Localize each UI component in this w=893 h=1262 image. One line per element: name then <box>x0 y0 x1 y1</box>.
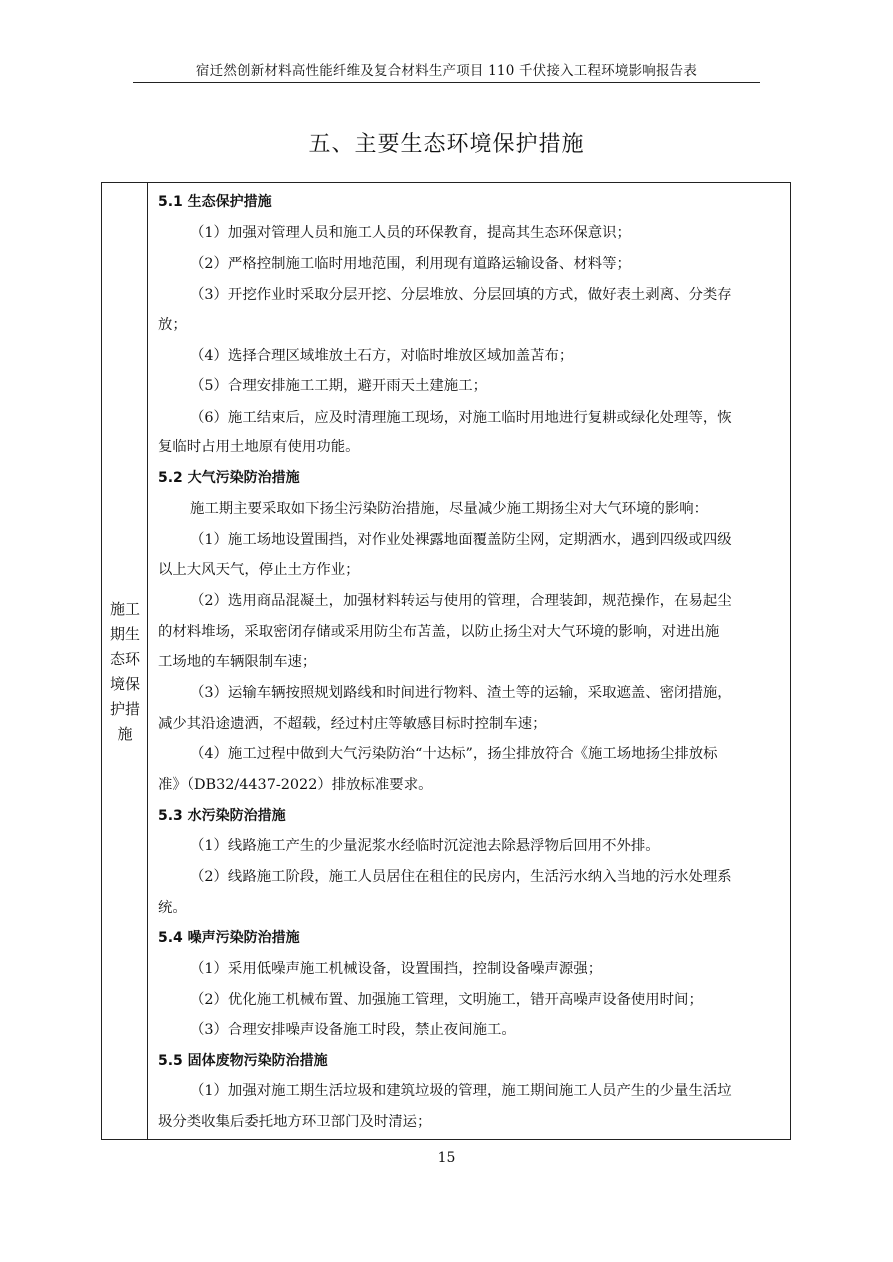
text-line: （3）合理安排噪声设备施工时段，禁止夜间施工。 <box>190 1022 516 1038</box>
category-label: 施工期生态环境保护措施 <box>109 600 140 743</box>
category-column <box>102 183 148 1139</box>
text-line: 圾分类收集后委托地方环卫部门及时清运； <box>158 1114 432 1130</box>
text-line: （4）施工过程中做到大气污染防治“十达标”，扬尘排放符合《施工场地扬尘排放标 <box>190 746 718 762</box>
text-line: （1）施工场地设置围挡，对作业处裸露地面覆盖防尘网，定期洒水，遇到四级或四级 <box>190 532 732 548</box>
section-title: 五、主要生态环境保护措施 <box>308 132 585 157</box>
text-line: （1）加强对管理人员和施工人员的环保教育，提高其生态环保意识； <box>190 225 631 241</box>
text-line: （3）开挖作业时采取分层开挖、分层堆放、分层回填的方式，做好表土剥离、分类存 <box>190 287 732 303</box>
text-line: （4）选择合理区域堆放土石方，对临时堆放区域加盖苫布； <box>190 348 574 364</box>
text-line: （1）线路施工产生的少量泥浆水经临时沉淀池去除悬浮物后回用不外排。 <box>190 838 660 854</box>
text-line: 减少其沿途遗洒，不超载，经过村庄等敏感目标时控制车速； <box>158 716 547 732</box>
text-line: 工场地的车辆限制车速； <box>158 654 317 670</box>
heading-5-1: 5.1 生态保护措施 <box>158 194 272 210</box>
heading-5-5: 5.5 固体废物污染防治措施 <box>158 1053 328 1069</box>
text-line: （2）线路施工阶段，施工人员居住在租住的民房内，生活污水纳入当地的污水处理系 <box>190 869 732 885</box>
text-line: 复临时占用土地原有使用功能。 <box>158 439 360 455</box>
text-line: （2）严格控制施工临时用地范围，利用现有道路运输设备、材料等； <box>190 256 631 272</box>
page-number: 15 <box>437 1150 456 1166</box>
text-line: 统。 <box>158 900 187 916</box>
text-line: 施工期主要采取如下扬尘污染防治措施，尽量减少施工期扬尘对大气环境的影响： <box>190 501 709 517</box>
heading-5-4: 5.4 噪声污染防治措施 <box>158 930 300 946</box>
text-line: 的材料堆场，采取密闭存储或采用防尘布苫盖，以防止扬尘对大气环境的影响，对进出施 <box>158 624 720 640</box>
text-line: 准》（DB32/4437-2022）排放标准要求。 <box>158 777 433 793</box>
running-header: 宿迁然创新材料高性能纤维及复合材料生产项目 110 千伏接入工程环境影响报告表 <box>195 63 698 79</box>
text-line: （3）运输车辆按照规划路线和时间进行物料、渣土等的运输，采取遮盖、密闭措施， <box>190 685 732 701</box>
text-line: 放； <box>158 317 187 333</box>
text-line: （5）合理安排施工工期，避开雨天土建施工； <box>190 378 487 394</box>
heading-5-3: 5.3 水污染防治措施 <box>158 808 286 824</box>
text-line: （6）施工结束后，应及时清理施工现场，对施工临时用地进行复耕或绿化处理等，恢 <box>190 410 732 426</box>
text-line: （2）优化施工机械布置、加强施工管理，文明施工，错开高噪声设备使用时间； <box>190 992 703 1008</box>
text-line: （2）选用商品混凝土，加强材料转运与使用的管理，合理装卸，规范操作，在易起尘 <box>190 593 732 609</box>
text-line: （1）加强对施工期生活垃圾和建筑垃圾的管理，施工期间施工人员产生的少量生活垃 <box>190 1083 732 1099</box>
header-rule <box>133 82 760 83</box>
heading-5-2: 5.2 大气污染防治措施 <box>158 470 300 486</box>
text-line: （1）采用低噪声施工机械设备，设置围挡，控制设备噪声源强； <box>190 961 603 977</box>
text-line: 以上大风天气，停止土方作业； <box>158 562 360 578</box>
measures-table <box>101 182 791 1140</box>
